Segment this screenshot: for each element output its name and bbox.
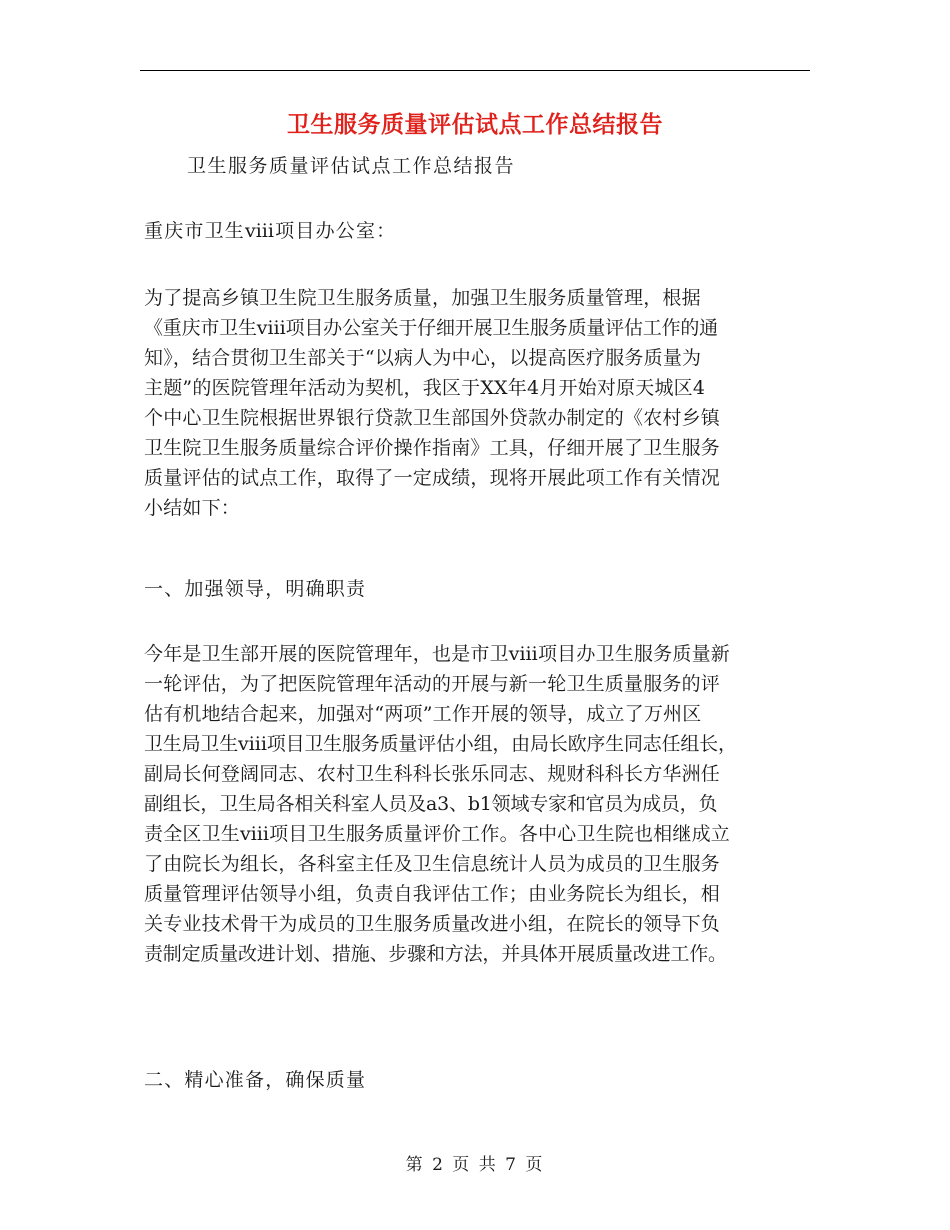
intro-paragraph <box>144 283 812 523</box>
paragraph-line: 副组长，卫生局各相关科室人员及a3、b1领域专家和官员为成员，负 <box>144 793 718 815</box>
paragraph-line: 估有机地结合起来，加强对“两项”工作开展的领导，成立了万州区 <box>144 703 702 725</box>
section-1-heading-block <box>144 574 812 604</box>
paragraph-line: 责全区卫生ⅷ项目卫生服务质量评价工作。各中心卫生院也相继成立 <box>144 823 730 845</box>
paragraph-line: 个中心卫生院根据世界银行贷款卫生部国外贷款办制定的《农村乡镇 <box>144 407 721 429</box>
paragraph-line: 卫生院卫生服务质量综合评价操作指南》工具，仔细开展了卫生服务 <box>144 437 721 459</box>
page-label-suffix: 页 <box>525 1155 545 1175</box>
paragraph-line: 一轮评估，为了把医院管理年活动的开展与新一轮卫生质量服务的评 <box>144 673 721 695</box>
section-1-paragraph <box>144 639 812 969</box>
page-label-mid: 页 <box>452 1155 472 1175</box>
paragraph-line: 卫生局卫生ⅷ项目卫生服务质量评估小组，由局长欧序生同志任组长， <box>144 733 737 755</box>
page-label-prefix: 第 <box>405 1155 425 1175</box>
paragraph-line: 质量评估的试点工作，取得了一定成绩，现将开展此项工作有关情况 <box>144 467 721 489</box>
paragraph-line: 质量管理评估领导小组，负责自我评估工作；由业务院长为组长，相 <box>144 883 721 905</box>
paragraph-line: 知》，结合贯彻卫生部关于“以病人为中心，以提高医疗服务质量为 <box>144 347 702 369</box>
salutation-block <box>144 216 812 246</box>
paragraph-line: 了由院长为组长，各科室主任及卫生信息统计人员为成员的卫生服务 <box>144 853 721 875</box>
document-title: 卫生服务质量评估试点工作总结报告 <box>287 111 663 138</box>
paragraph-line: 主题”的医院管理年活动为契机，我区于XX年4月开始对原天城区4 <box>144 377 706 399</box>
page-number-footer <box>0 1153 950 1177</box>
paragraph-line: 副局长何登阔同志、农村卫生科科长张乐同志、规财科科长方华洲任 <box>144 763 721 785</box>
total-label-prefix: 共 <box>478 1155 498 1175</box>
paragraph-line: 《重庆市卫生ⅷ项目办公室关于仔细开展卫生服务质量评估工作的通 <box>144 317 718 339</box>
paragraph-line: 责制定质量改进计划、措施、步骤和方法，并具体开展质量改进工作。 <box>144 943 727 965</box>
section-heading: 一、加强领导，明确职责 <box>144 578 367 600</box>
salutation: 重庆市卫生ⅷ项目办公室： <box>144 220 397 242</box>
current-page-number: 2 <box>432 1155 445 1175</box>
header-rule <box>140 70 810 71</box>
section-heading: 二、精心准备，确保质量 <box>144 1069 367 1091</box>
paragraph-line: 关专业技术骨干为成员的卫生服务质量改进小组，在院长的领导下负 <box>144 913 721 935</box>
paragraph-line: 今年是卫生部开展的医院管理年，也是市卫ⅷ项目办卫生服务质量新 <box>144 643 730 665</box>
total-page-count: 7 <box>505 1155 518 1175</box>
document-subtitle: 卫生服务质量评估试点工作总结报告 <box>187 155 516 177</box>
paragraph-line: 小结如下： <box>144 497 241 519</box>
section-2-heading-block <box>144 1065 812 1095</box>
paragraph-line: 为了提高乡镇卫生院卫生服务质量，加强卫生服务质量管理，根据 <box>144 287 701 309</box>
